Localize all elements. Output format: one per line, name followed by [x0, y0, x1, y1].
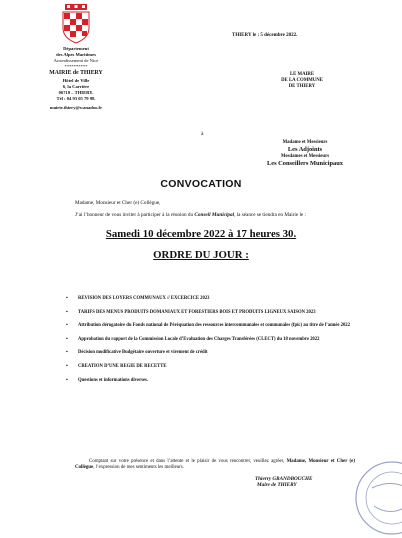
signature-block	[255, 476, 313, 488]
agenda-item: ▪ Attribution dérogatoire du Fonds national de Péréquation des ressources intercommunales et communales (fpic) au titre de l’année 2022	[66, 323, 351, 329]
official-stamp-icon	[352, 458, 402, 538]
sender-line2: DE LA COMMUNE	[281, 78, 323, 84]
recipients-line1: Madame et Messieurs	[282, 140, 328, 145]
agenda-item: ▪ Questions et informations diverses.	[66, 378, 351, 384]
meeting-datetime: Samedi 10 décembre 2022 à 17 heures 30.	[105, 228, 297, 240]
coat-of-arms-icon	[61, 4, 91, 44]
sender-block	[262, 72, 342, 91]
agenda-item: ▪ TARIFS DES MENUS PRODUITS DOMANIAUX ET FORESTIERS BOIS ET PRODUITS LIGNEUX SAISON 2023	[66, 310, 351, 316]
recipients-line2: Les Adjoints	[287, 146, 323, 153]
closing-bold: Madame, Monsieur et Cher (e) Collègue	[75, 459, 355, 470]
email: mairie.thiery@wanadoo.fr	[49, 104, 103, 110]
agenda-item: ▪ Approbation du rapport de la Commission Locale d’Evaluation des Charges Transférées (CLECT) du 18 novembre 2022	[66, 337, 351, 343]
intro-bold: Conseil Municipal	[194, 212, 235, 218]
closing-after: , l’expression de mes sentiments les meilleurs.	[93, 465, 184, 470]
intro-before: J’ai l’honneur de vous inviter à participer à la réunion du	[75, 212, 195, 218]
document-title: CONVOCATION	[160, 178, 242, 190]
closing-paragraph	[75, 459, 355, 471]
recipients-block	[250, 140, 360, 167]
telephone: Tél : 04 93 05 79 98.	[56, 95, 96, 101]
hotel-de-ville: Hôtel de Ville	[62, 77, 90, 83]
agenda-item: ▪ REVISION DES LOYERS COMMUNAUX // EXCERCICE 2023	[66, 296, 351, 302]
salutation: Madame, Monsieur et Cher (e) Collègue,	[75, 200, 161, 206]
closing-before: Comptant sur votre présence et dans l’attente et le plaisir de vous rencontrer, veuillez agréer,	[89, 459, 287, 464]
signature-role: Maire de THIERY	[257, 482, 297, 489]
street-address: 6, la Carrière	[62, 83, 90, 89]
intro-after: , la séance se tiendra en Mairie le :	[234, 212, 306, 218]
agenda-item: ▪ CREATION D’UNE REGIE DE RECETTE	[66, 364, 351, 370]
agenda-title: ORDRE DU JOUR :	[153, 249, 249, 261]
department-line2: des Alpes Maritimes	[56, 52, 96, 57]
postcode: 06710 – THIERY.	[58, 89, 94, 95]
signature-name: Thierry GRANDBOUCHE	[255, 476, 313, 482]
agenda-list	[66, 296, 351, 391]
intro-paragraph	[75, 212, 306, 218]
letterhead	[30, 46, 122, 111]
arrondissement: Arrondissement de Nice	[53, 58, 99, 63]
sender-line1: LE MAIRE	[289, 72, 315, 77]
mairie-name: MAIRIE de THIERY	[49, 70, 103, 76]
department-line1: Département	[63, 46, 89, 51]
sender-line3: DE THIERY	[288, 84, 316, 90]
agenda-item: ▪ Décision modificative Budgétaire ouverture et virement de crédit	[66, 350, 351, 356]
date-line: THIERY le : 5 décembre 2022.	[232, 33, 298, 38]
stars-divider: **********	[64, 64, 88, 69]
a-word: à	[201, 131, 204, 137]
recipients-line4: Les Conseillers Municipaux	[267, 159, 343, 167]
recipients-line3: Mesdames et Messieurs	[280, 153, 330, 159]
